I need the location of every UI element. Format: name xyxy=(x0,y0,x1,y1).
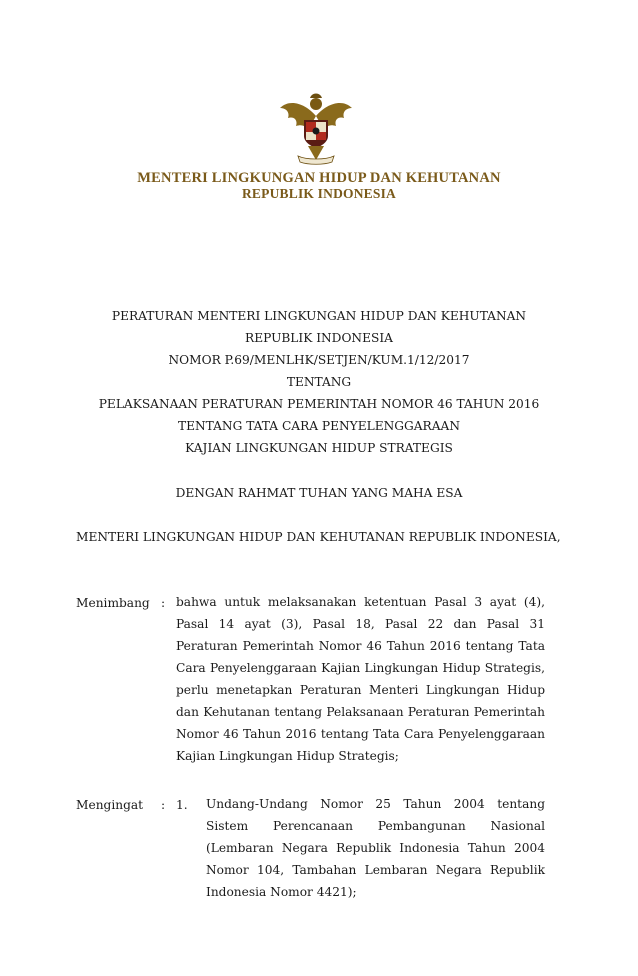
mengingat-label: Mengingat xyxy=(76,798,144,812)
menimbang-line: Peraturan Pemerintah Nomor 46 Tahun 2016 tentang Tata xyxy=(176,639,545,653)
agency-name-line2: REPUBLIK INDONESIA xyxy=(241,186,396,201)
menimbang-line: Pasal 14 ayat (3), Pasal 18, Pasal 22 dan Pasal 31 xyxy=(176,617,545,631)
menimbang-line: Nomor 46 Tahun 2016 tentang Tata Cara Penyelenggaraan xyxy=(176,727,545,741)
menimbang-line: bahwa untuk melaksanakan ketentuan Pasal 3 ayat (4), xyxy=(176,595,545,609)
title-line-3: NOMOR P.69/MENLHK/SETJEN/KUM.1/12/2017 xyxy=(168,353,470,367)
title-line-2: REPUBLIK INDONESIA xyxy=(245,331,393,345)
agency-name-line1: MENTERI LINGKUNGAN HIDUP DAN KEHUTANAN xyxy=(137,170,501,186)
garuda-emblem-icon xyxy=(276,86,356,166)
title-line-7: KAJIAN LINGKUNGAN HIDUP STRATEGIS xyxy=(185,441,453,455)
mengingat-line: (Lembaran Negara Republik Indonesia Tahun 2004 xyxy=(206,841,545,855)
menimbang-colon: : xyxy=(161,596,166,610)
mengingat-line: Indonesia Nomor 4421); xyxy=(206,885,357,899)
title-line-1: PERATURAN MENTERI LINGKUNGAN HIDUP DAN KEHUTANAN xyxy=(111,309,527,323)
mengingat-line: Undang-Undang Nomor 25 Tahun 2004 tentang xyxy=(206,797,545,811)
mengingat-line: Nomor 104, Tambahan Lembaran Negara Republik xyxy=(206,863,545,877)
menimbang-line: Cara Penyelenggaraan Kajian Lingkungan Hidup Strategis, xyxy=(176,661,545,675)
invocation: DENGAN RAHMAT TUHAN YANG MAHA ESA xyxy=(175,486,463,500)
menimbang-line: dan Kehutanan tentang Pelaksanaan Peraturan Pemerintah xyxy=(176,705,545,719)
mengingat-item-number: 1. xyxy=(176,798,188,812)
title-line-6: TENTANG TATA CARA PENYELENGGARAAN xyxy=(177,419,460,433)
menimbang-line: perlu menetapkan Peraturan Menteri Lingkungan Hidup xyxy=(176,683,545,697)
menimbang-paragraph xyxy=(176,591,545,767)
mengingat-colon: : xyxy=(161,798,166,812)
mengingat-item-paragraph xyxy=(206,793,545,903)
menimbang-line: Kajian Lingkungan Hidup Strategis; xyxy=(176,749,399,763)
issuer-line: MENTERI LINGKUNGAN HIDUP DAN KEHUTANAN REPUBLIK INDONESIA, xyxy=(76,530,561,544)
mengingat-line: Sistem Perencanaan Pembangunan Nasional xyxy=(206,819,545,833)
menimbang-label: Menimbang xyxy=(76,596,150,610)
title-line-5: PELAKSANAAN PERATURAN PEMERINTAH NOMOR 46 TAHUN 2016 xyxy=(98,397,540,411)
title-line-4: TENTANG xyxy=(286,375,352,389)
